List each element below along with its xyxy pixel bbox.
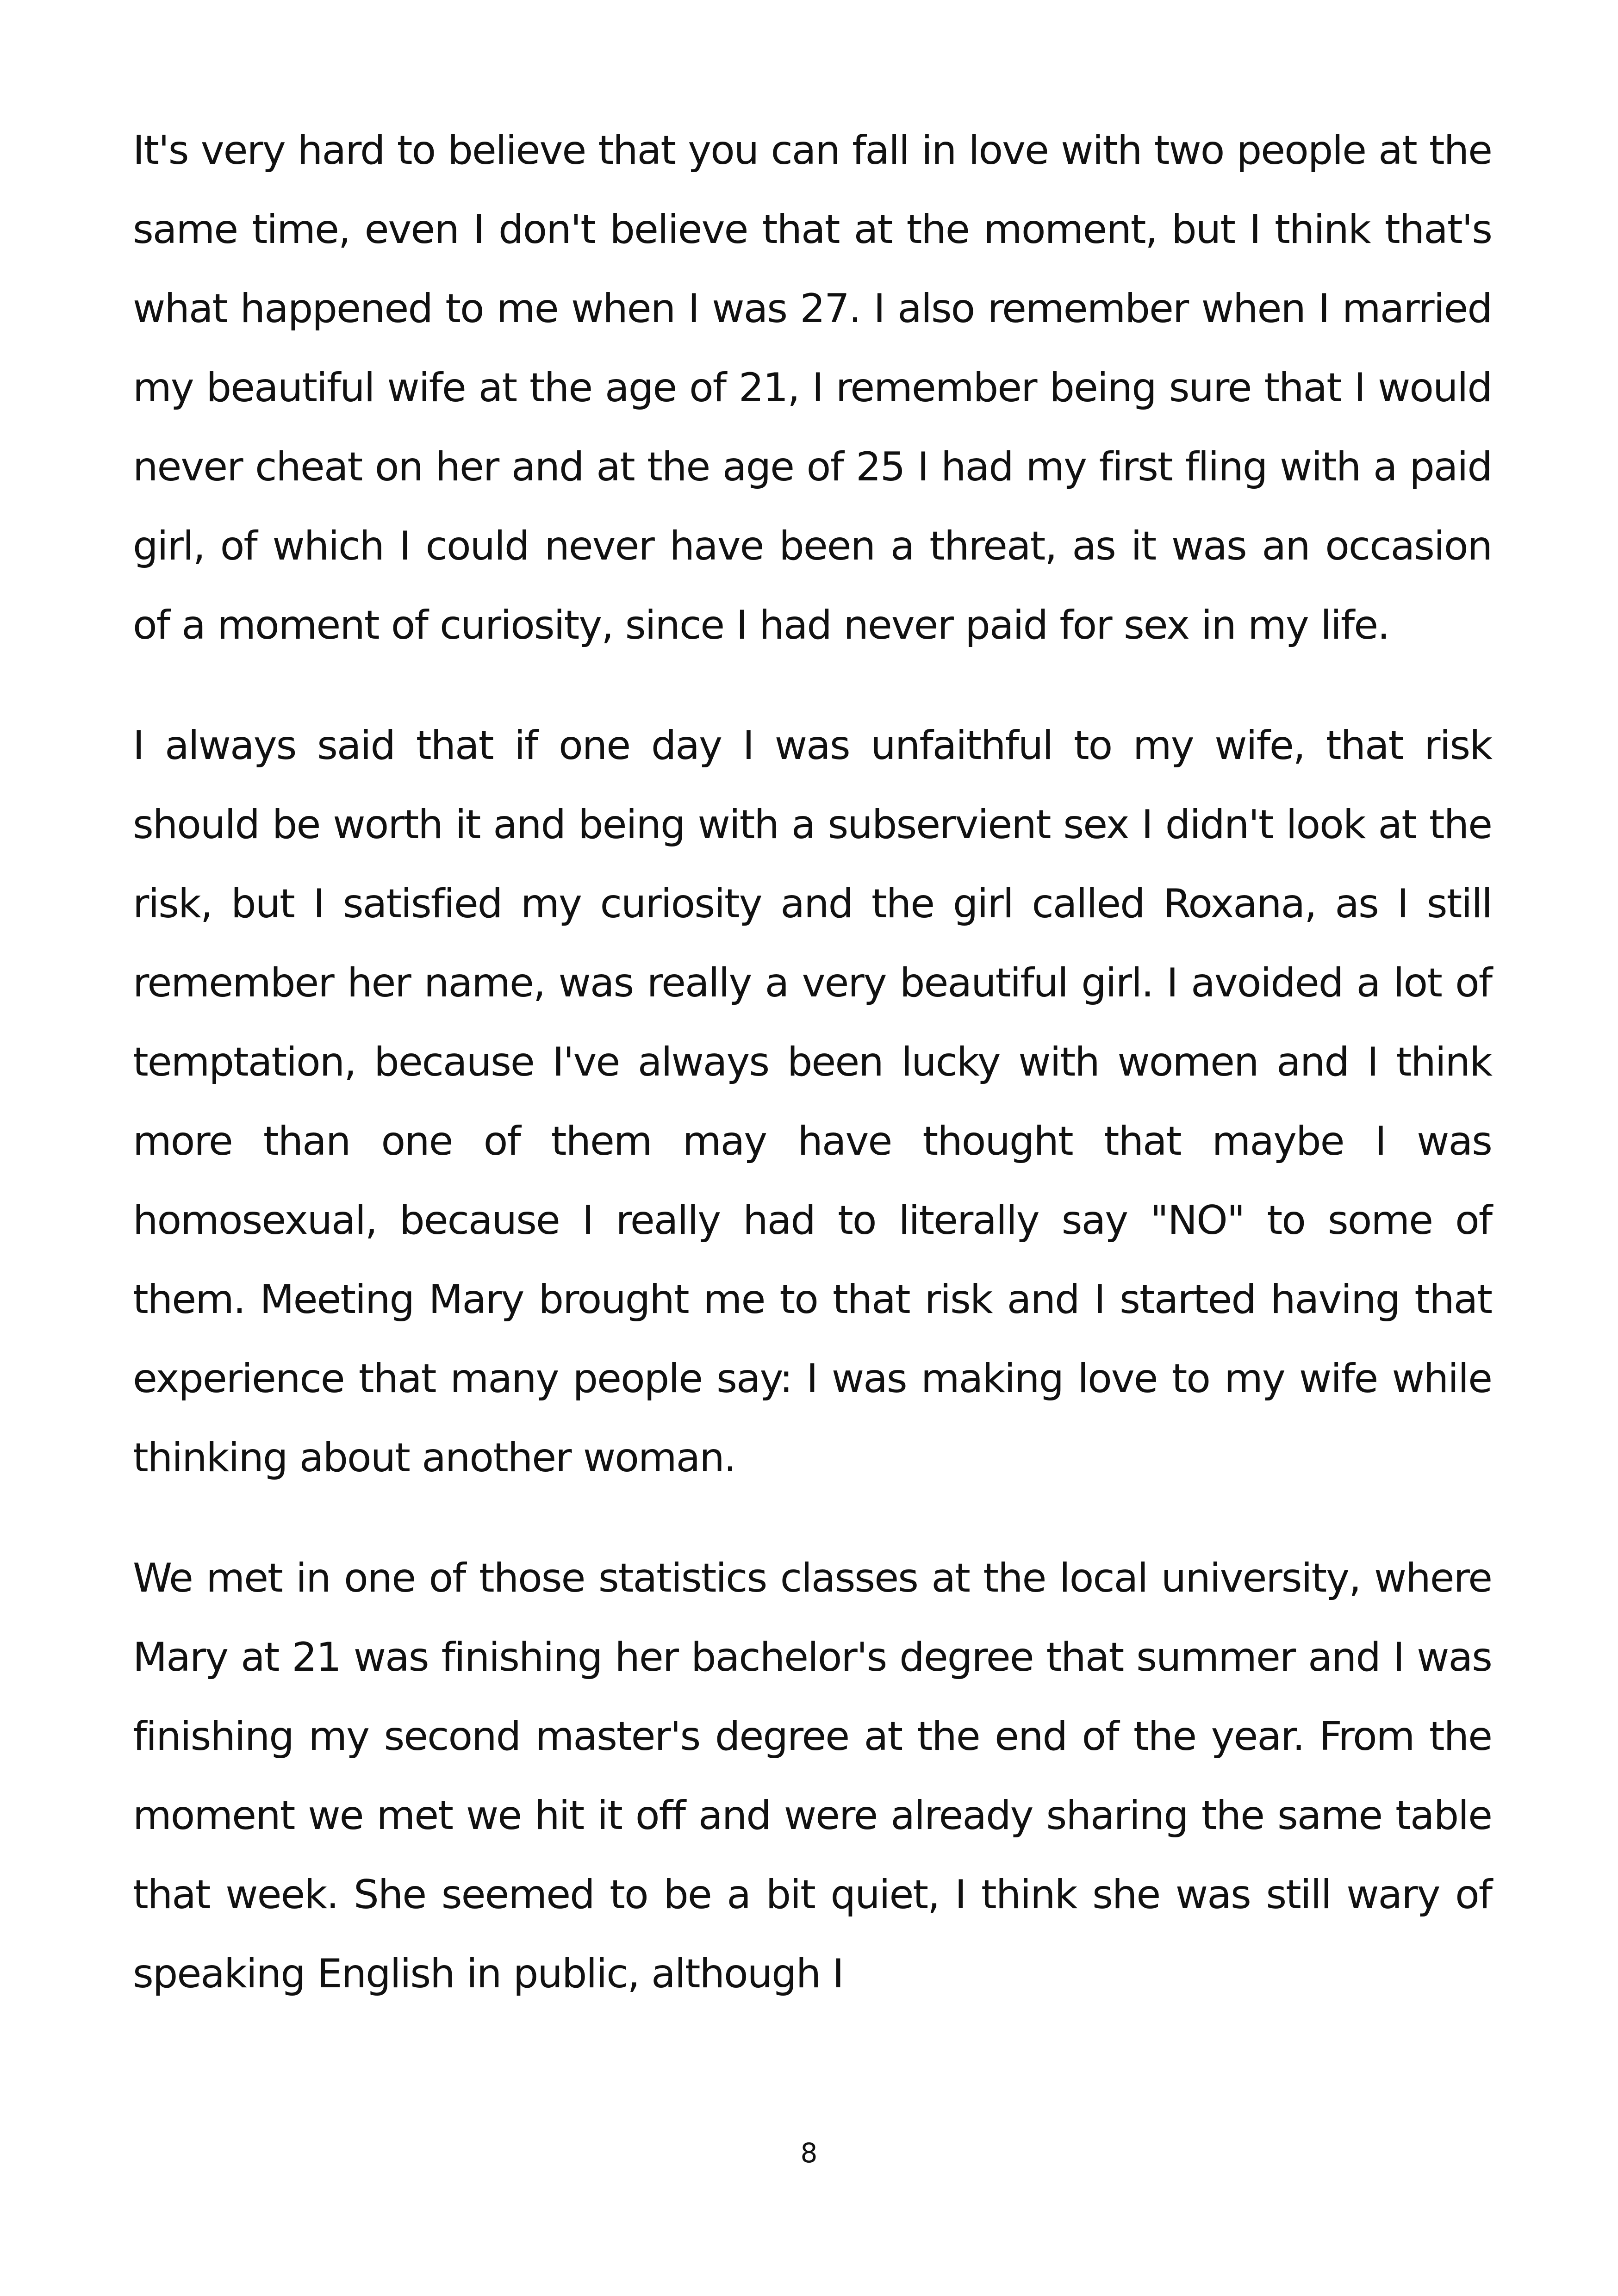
body-text [133,111,1492,2055]
paragraph-1: It's very hard to believe that you can fall in love with two people at the same time, even I don't believe that at the moment, but I think that's what happened to me when I was 27. I also remember when I married my beautiful wife at the age of 21, I remember being sure that I would never cheat on her and at the age of 25 I had my first fling with a paid girl, of which I could never have been a threat, as it was an occasion of a moment of curiosity, since I had never paid for sex in my life. [133,127,1492,648]
paragraph-3: We met in one of those statistics classes at the local university, where Mary at 21 was finishing her bachelor's degree that summer and I was finishing my second master's degree at the end of the year. From the moment we met we hit it off and were already sharing the same table that week. She seemed to be a bit quiet, I think she was still wary of speaking English in public, although I [133,1555,1492,1997]
page-number: 8 [800,2137,818,2169]
paragraph-2: I always said that if one day I was unfaithful to my wife, that risk should be worth it and being with a subservient sex I didn't look at the risk, but I satisfied my curiosity and the girl called Roxana, as I still remember her name, was really a very beautiful girl. I avoided a lot of temptation, because I've always been lucky with women and I think more than one of them may have thought that maybe I was homosexual, because I really had to literally say "NO" to some of them. Meeting Mary brought me to that risk and I started having that experience that many people say: I was making love to my wife while thinking about another woman. [133,722,1492,1481]
